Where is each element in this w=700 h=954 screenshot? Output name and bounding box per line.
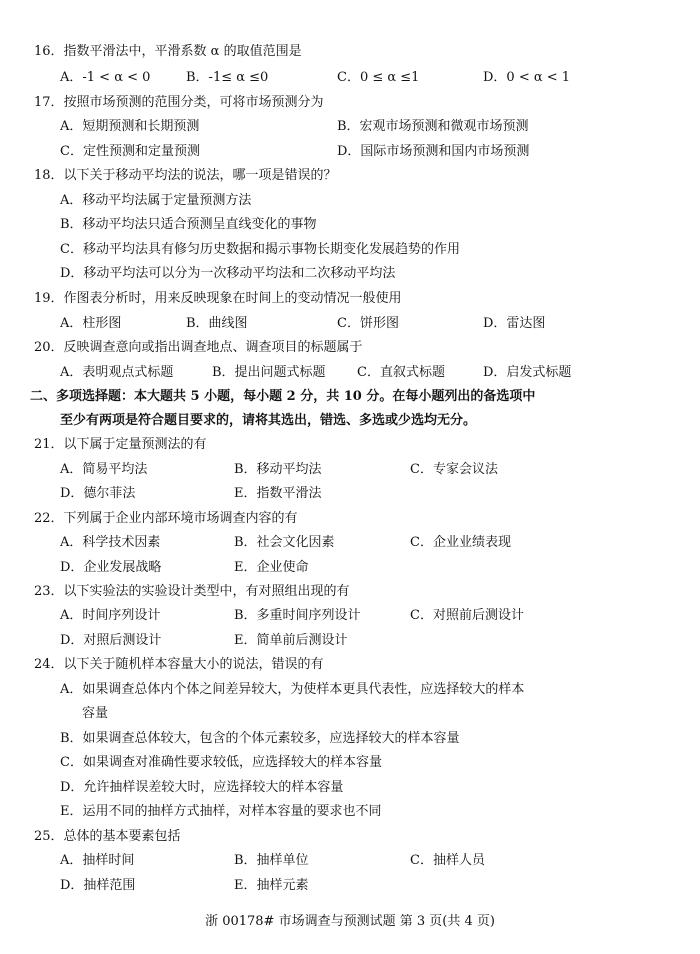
q16-option-c: C．0 ≤ α ≤1 [337,70,420,85]
q22-stem: 22．下列属于企业内部环境市场调查内容的有 [34,511,298,526]
q24-option-d: D．允许抽样误差较大时，应选择较大的样本容量 [60,780,344,795]
q19-option-c: C．饼形图 [337,316,399,331]
q20-option-d: D．启发式标题 [483,365,572,380]
q22-option-b: B．社会文化因素 [234,535,335,550]
q21-option-b: B．移动平均法 [234,462,322,477]
q18-option-a: A．移动平均法属于定量预测方法 [60,193,252,208]
q18-option-c: C．移动平均法具有修匀历史数据和揭示事物长期变化发展趋势的作用 [60,242,460,257]
q16-option-b: B．-1≤ α ≤0 [186,70,269,85]
q25-option-d: D．抽样范围 [60,878,136,893]
q23-option-c: C．对照前后测设计 [410,608,524,623]
q20-option-c: C．直叙式标题 [357,365,445,380]
q17-option-d: D．国际市场预测和国内市场预测 [337,144,530,159]
q18-option-b: B．移动平均法只适合预测呈直线变化的事物 [60,217,317,232]
q21-stem: 21．以下属于定量预测法的有 [34,437,207,452]
q21-option-c: C．专家会议法 [410,462,498,477]
q23-option-b: B．多重时间序列设计 [234,608,361,623]
q17-stem: 17．按照市场预测的范围分类，可将市场预测分为 [34,95,324,110]
page-footer: 浙 00178# 市场调查与预测试题 第 3 页(共 4 页) [205,914,495,929]
q22-option-d: D．企业发展战略 [60,560,162,575]
q19-option-b: B．曲线图 [186,316,248,331]
q25-option-a: A．抽样时间 [60,853,135,868]
section-2-heading-cont: 至少有两项是符合题目要求的，请将其选出，错选、多选或少选均无分。 [60,413,477,428]
q21-option-e: E．指数平滑法 [234,486,322,501]
q22-option-c: C．企业业绩表现 [410,535,511,550]
q20-option-b: B．提出问题式标题 [212,365,326,380]
q17-option-b: B．宏观市场预测和微观市场预测 [337,119,529,134]
q24-option-a-cont: 容量 [82,706,109,721]
q21-option-a: A．简易平均法 [60,462,148,477]
q16-option-a: A．-1 < α < 0 [60,70,151,85]
q23-stem: 23．以下实验法的实验设计类型中，有对照组出现的有 [34,584,350,599]
q24-option-c: C．如果调查对准确性要求较低，应选择较大的样本容量 [60,755,382,770]
q17-option-a: A．短期预测和长期预测 [60,119,200,134]
section-2-heading: 二、多项选择题：本大题共 5 小题，每小题 2 分，共 10 分。在每小题列出的备选项中 [30,389,536,404]
q25-option-c: C．抽样人员 [410,853,485,868]
q25-stem: 25．总体的基本要素包括 [34,829,181,844]
q16-stem: 16．指数平滑法中，平滑系数 α 的取值范围是 [34,44,302,59]
q16-option-d: D．0 < α < 1 [483,70,571,85]
q24-option-e: E．运用不同的抽样方式抽样，对样本容量的要求也不同 [60,804,382,819]
q19-stem: 19．作图表分析时，用来反映现象在时间上的变动情况一般使用 [34,291,402,306]
q24-stem: 24．以下关于随机样本容量大小的说法，错误的有 [34,657,324,672]
q18-stem: 18．以下关于移动平均法的说法，哪一项是错误的？ [34,168,337,183]
q18-option-d: D．移动平均法可以分为一次移动平均法和二次移动平均法 [60,266,396,281]
q24-option-b: B．如果调查总体较大，包含的个体元素较多，应选择较大的样本容量 [60,731,460,746]
q25-option-e: E．抽样元素 [234,878,309,893]
q22-option-e: E．企业使命 [234,560,309,575]
q19-option-a: A．柱形图 [60,316,122,331]
q20-stem: 20．反映调查意向或指出调查地点、调查项目的标题属于 [34,340,363,355]
q25-option-b: B．抽样单位 [234,853,309,868]
q20-option-a: A．表明观点式标题 [60,365,174,380]
q19-option-d: D．雷达图 [483,316,546,331]
q23-option-a: A．时间序列设计 [60,608,161,623]
q23-option-d: D．对照后测设计 [60,633,162,648]
q17-option-c: C．定性预测和定量预测 [60,144,200,159]
q24-option-a: A．如果调查总体内个体之间差异较大，为使样本更具代表性，应选择较大的样本 [60,682,525,697]
q23-option-e: E．简单前后测设计 [234,633,348,648]
q22-option-a: A．科学技术因素 [60,535,161,550]
q21-option-d: D．德尔菲法 [60,486,136,501]
